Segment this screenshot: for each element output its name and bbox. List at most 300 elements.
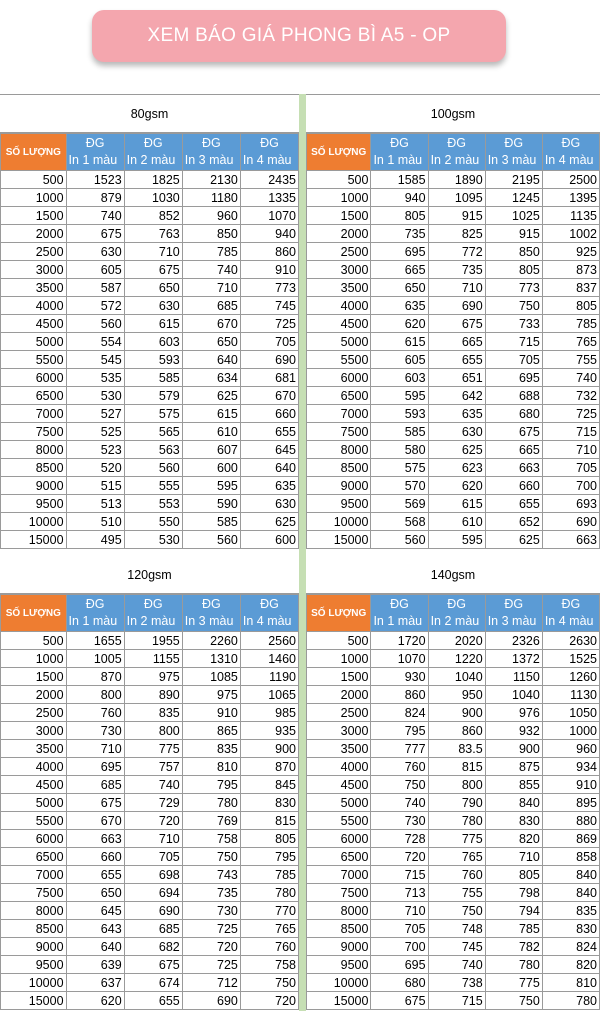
table-row [307,333,600,351]
column-header-sub: In 3 màu [184,614,234,628]
price-cell: 840 [485,794,542,812]
price-cell: 800 [124,722,182,740]
price-cell: 900 [485,740,542,758]
price-cell: 640 [240,459,298,477]
price-cell: 1220 [428,650,485,668]
table-row [1,405,299,423]
quantity-cell: 9500 [307,956,371,974]
title-banner [0,0,600,86]
price-cell: 527 [66,405,124,423]
price-cell: 760 [240,938,298,956]
quantity-cell: 9000 [1,477,67,495]
price-cell: 674 [124,974,182,992]
price-cell: 572 [66,297,124,315]
table-row [1,722,299,740]
price-cell: 550 [124,513,182,531]
price-cell: 1040 [485,686,542,704]
price-cell: 660 [66,848,124,866]
price-cell: 650 [182,333,240,351]
table-row [307,171,600,189]
price-cell: 1135 [542,207,599,225]
price-cell: 705 [485,351,542,369]
price-cell: 625 [240,513,298,531]
table-row [307,387,600,405]
quantity-cell: 5000 [1,333,67,351]
price-cell: 675 [66,225,124,243]
price-cell: 780 [182,794,240,812]
table-row [307,650,600,668]
column-header-sub: In 4 màu [544,153,594,167]
quantity-cell: 15000 [1,992,67,1010]
price-cell: 750 [182,848,240,866]
price-cell: 610 [182,423,240,441]
quantity-cell: 1500 [307,668,371,686]
quantity-cell: 9500 [1,495,67,513]
table-row [307,423,600,441]
price-cell: 850 [182,225,240,243]
price-cell: 750 [240,974,298,992]
price-cell: 607 [182,441,240,459]
column-header-top: ĐG [390,597,409,611]
quantity-cell: 8000 [307,441,371,459]
price-cell: 765 [240,920,298,938]
table-row [1,740,299,758]
price-cell: 710 [485,848,542,866]
price-cell: 510 [66,513,124,531]
price-cell: 743 [182,866,240,884]
quantity-cell: 2000 [307,225,371,243]
price-column-header [66,595,124,632]
price-cell: 769 [182,812,240,830]
price-cell: 670 [66,812,124,830]
price-cell: 1005 [66,650,124,668]
price-cell: 675 [66,794,124,812]
price-cell: 1002 [542,225,599,243]
quantity-cell: 5500 [307,812,371,830]
gsm-title: 120gsm [0,556,299,594]
table-row [1,956,299,974]
column-header-top: ĐG [201,136,221,150]
price-cell: 785 [240,866,298,884]
price-cell: 705 [542,459,599,477]
price-cell: 815 [240,812,298,830]
price-cell: 600 [240,531,298,549]
price-cell: 935 [240,722,298,740]
price-cell: 1720 [371,632,428,650]
price-cell: 757 [124,758,182,776]
price-cell: 663 [66,830,124,848]
price-cell: 940 [371,189,428,207]
price-cell: 720 [240,992,298,1010]
table-row [1,189,299,207]
quantity-cell: 3000 [307,722,371,740]
price-cell: 639 [66,956,124,974]
price-cell: 755 [428,884,485,902]
table-row [307,794,600,812]
price-cell: 681 [240,369,298,387]
price-cell: 795 [371,722,428,740]
price-cell: 785 [542,315,599,333]
price-cell: 750 [485,297,542,315]
price-cell: 675 [124,261,182,279]
table-row [1,668,299,686]
quantity-cell: 7500 [1,884,67,902]
table-row [307,920,600,938]
quantity-cell: 7500 [307,884,371,902]
price-cell: 815 [428,758,485,776]
table-row [1,441,299,459]
price-cell: 2560 [240,632,298,650]
quantity-cell: 3500 [307,740,371,758]
quantity-cell: 9000 [307,477,371,495]
price-cell: 700 [371,938,428,956]
table-row [307,866,600,884]
price-cell: 732 [542,387,599,405]
header-row [307,595,600,632]
table-row [307,722,600,740]
price-cell: 745 [240,297,298,315]
price-cell: 860 [428,722,485,740]
price-cell: 775 [124,740,182,758]
quantity-cell: 5000 [307,333,371,351]
column-header-top: ĐG [143,136,163,150]
price-cell: 795 [240,848,298,866]
column-header-sub: In 2 màu [430,614,480,628]
column-header-top: ĐG [260,597,279,611]
table-row [1,387,299,405]
price-cell: 720 [182,938,240,956]
table-row [1,513,299,531]
column-header-top: ĐG [201,597,221,611]
quantity-cell: 10000 [1,974,67,992]
quantity-cell: 5500 [307,351,371,369]
column-header-top: ĐG [390,136,409,150]
quantity-cell: 2500 [1,243,67,261]
quantity-cell: 2500 [307,704,371,722]
gsm-title: 100gsm [306,95,600,133]
quantity-cell: 3500 [307,279,371,297]
quantity-cell: 4500 [1,776,67,794]
table-row [1,279,299,297]
header-row [1,134,299,171]
price-cell: 975 [182,686,240,704]
column-separator [299,94,306,1011]
price-cell: 1655 [66,632,124,650]
header-row [1,595,299,632]
price-cell: 1030 [124,189,182,207]
price-cell: 740 [542,369,599,387]
page-title: XEM BÁO GIÁ PHONG BÌ A5 - OP [147,25,451,46]
price-cell: 748 [428,920,485,938]
column-header-top: ĐG [504,597,524,611]
quantity-cell: 7000 [1,405,67,423]
table-row [1,207,299,225]
price-cell: 890 [124,686,182,704]
price-cell: 950 [428,686,485,704]
price-cell: 729 [124,794,182,812]
price-cell: 685 [124,920,182,938]
price-cell: 615 [428,495,485,513]
table-row [1,459,299,477]
table-row [1,495,299,513]
price-cell: 625 [428,441,485,459]
table-row [307,776,600,794]
table-row [307,668,600,686]
price-cell: 712 [182,974,240,992]
table-row [1,531,299,549]
table-row [1,650,299,668]
price-cell: 780 [240,884,298,902]
price-cell: 900 [428,704,485,722]
quantity-cell: 15000 [307,531,371,549]
price-cell: 682 [124,938,182,956]
price-block-140gsm [306,556,600,1010]
column-header-sub: In 2 màu [126,153,176,167]
price-cell: 688 [485,387,542,405]
price-cell: 785 [485,920,542,938]
price-cell: 1130 [542,686,599,704]
price-cell: 925 [542,243,599,261]
price-cell: 700 [542,477,599,495]
price-cell: 740 [124,776,182,794]
price-cell: 750 [428,902,485,920]
price-cell: 655 [485,495,542,513]
column-header-top: ĐG [260,136,279,150]
price-cell: 794 [485,902,542,920]
price-cell: 910 [542,776,599,794]
quantity-cell: 3500 [1,740,67,758]
quantity-cell: 500 [307,632,371,650]
price-cell: 620 [428,477,485,495]
quantity-header: SỐ LƯỢNG [307,595,371,632]
table-row [1,938,299,956]
title-box [92,10,506,62]
column-header-sub: In 2 màu [430,153,480,167]
price-cell: 660 [240,405,298,423]
price-cell: 680 [485,405,542,423]
price-cell: 2435 [240,171,298,189]
price-block-120gsm [0,556,299,1010]
price-cell: 665 [428,333,485,351]
table-row [307,405,600,423]
column-header-sub: In 4 màu [242,614,292,628]
quantity-cell: 15000 [307,992,371,1010]
price-cell: 870 [240,758,298,776]
quantity-cell: 2000 [1,686,67,704]
price-cell: 553 [124,495,182,513]
table-row [307,441,600,459]
quantity-cell: 6000 [1,369,67,387]
price-cell: 655 [240,423,298,441]
quantity-cell: 1000 [1,189,67,207]
price-cell: 755 [542,351,599,369]
price-cell: 1310 [182,650,240,668]
table-row [1,758,299,776]
price-cell: 635 [428,405,485,423]
price-cell: 975 [124,668,182,686]
table-row [1,315,299,333]
price-cell: 595 [428,531,485,549]
quantity-cell: 9500 [307,495,371,513]
price-cell: 825 [428,225,485,243]
price-column-header [542,134,599,171]
price-cell: 637 [66,974,124,992]
column-header-sub: In 3 màu [487,153,537,167]
table-row [307,704,600,722]
price-cell: 750 [485,992,542,1010]
price-cell: 693 [542,495,599,513]
price-cell: 875 [485,758,542,776]
price-cell: 513 [66,495,124,513]
price-cell: 560 [66,315,124,333]
price-cell: 730 [371,812,428,830]
price-cell: 635 [371,297,428,315]
quantity-cell: 4000 [1,758,67,776]
price-cell: 603 [371,369,428,387]
price-cell: 760 [66,704,124,722]
price-cell: 630 [240,495,298,513]
price-cell: 1890 [428,171,485,189]
price-cell: 1070 [371,650,428,668]
table-row [307,189,600,207]
price-cell: 563 [124,441,182,459]
price-cell: 705 [371,920,428,938]
price-cell: 835 [542,902,599,920]
price-cell: 800 [66,686,124,704]
price-cell: 720 [124,812,182,830]
table-row [1,369,299,387]
price-cell: 715 [485,333,542,351]
price-cell: 940 [240,225,298,243]
table-row [1,225,299,243]
quantity-cell: 7000 [307,405,371,423]
quantity-header: SỐ LƯỢNG [1,134,67,171]
table-row [1,477,299,495]
price-cell: 670 [182,315,240,333]
quantity-cell: 3000 [1,722,67,740]
price-cell: 780 [428,812,485,830]
price-cell: 805 [371,207,428,225]
price-cell: 575 [124,405,182,423]
quantity-cell: 6500 [307,848,371,866]
price-cell: 710 [428,279,485,297]
table-row [1,261,299,279]
quantity-cell: 10000 [1,513,67,531]
price-cell: 824 [542,938,599,956]
quantity-cell: 4500 [307,776,371,794]
price-cell: 900 [240,740,298,758]
price-cell: 650 [66,884,124,902]
price-cell: 635 [240,477,298,495]
price-cell: 1245 [485,189,542,207]
price-cell: 675 [124,956,182,974]
price-cell: 593 [371,405,428,423]
price-cell: 1190 [240,668,298,686]
quantity-cell: 2000 [1,225,67,243]
price-cell: 655 [428,351,485,369]
price-table [306,594,600,1010]
column-header-sub: In 3 màu [184,153,234,167]
table-row [1,776,299,794]
price-cell: 83.5 [428,740,485,758]
column-header-sub: In 3 màu [487,614,537,628]
table-row [1,812,299,830]
price-cell: 560 [124,459,182,477]
price-cell: 2260 [182,632,240,650]
price-cell: 640 [182,351,240,369]
price-cell: 523 [66,441,124,459]
price-cell: 1180 [182,189,240,207]
price-cell: 585 [124,369,182,387]
price-cell: 665 [371,261,428,279]
column-header-sub: In 2 màu [126,614,176,628]
price-cell: 595 [371,387,428,405]
table-row [1,884,299,902]
price-cell: 710 [66,740,124,758]
column-header-top: ĐG [561,597,581,611]
price-cell: 985 [240,704,298,722]
price-cell: 2130 [182,171,240,189]
table-row [1,704,299,722]
quantity-cell: 6000 [1,830,67,848]
price-cell: 780 [485,956,542,974]
price-column-header [182,134,240,171]
price-column-header [240,134,298,171]
table-row [307,686,600,704]
price-cell: 615 [124,315,182,333]
price-cell: 675 [428,315,485,333]
quantity-header: SỐ LƯỢNG [307,134,371,171]
price-cell: 715 [371,866,428,884]
price-cell: 733 [485,315,542,333]
quantity-header: SỐ LƯỢNG [1,595,67,632]
quantity-cell: 15000 [1,531,67,549]
price-cell: 1335 [240,189,298,207]
quantity-cell: 10000 [307,974,371,992]
price-cell: 695 [371,956,428,974]
column-header-sub: In 1 màu [373,153,423,167]
price-cell: 1085 [182,668,240,686]
price-cell: 1825 [124,171,182,189]
price-cell: 585 [371,423,428,441]
price-cell: 685 [66,776,124,794]
price-cell: 670 [240,387,298,405]
table-row [1,632,299,650]
price-column-header [428,134,485,171]
price-cell: 495 [66,531,124,549]
price-column-header [542,595,599,632]
quantity-cell: 3000 [1,261,67,279]
price-cell: 735 [428,261,485,279]
quantity-cell: 7500 [307,423,371,441]
table-row [1,974,299,992]
table-row [307,758,600,776]
price-cell: 595 [182,477,240,495]
table-row [307,974,600,992]
price-cell: 705 [124,848,182,866]
price-cell: 1040 [428,668,485,686]
price-cell: 770 [240,902,298,920]
price-cell: 685 [182,297,240,315]
price-cell: 630 [428,423,485,441]
quantity-cell: 5500 [1,812,67,830]
quantity-cell: 6500 [1,387,67,405]
price-cell: 695 [485,369,542,387]
price-cell: 850 [485,243,542,261]
price-cell: 530 [66,387,124,405]
price-column-header [371,134,428,171]
table-row [307,938,600,956]
